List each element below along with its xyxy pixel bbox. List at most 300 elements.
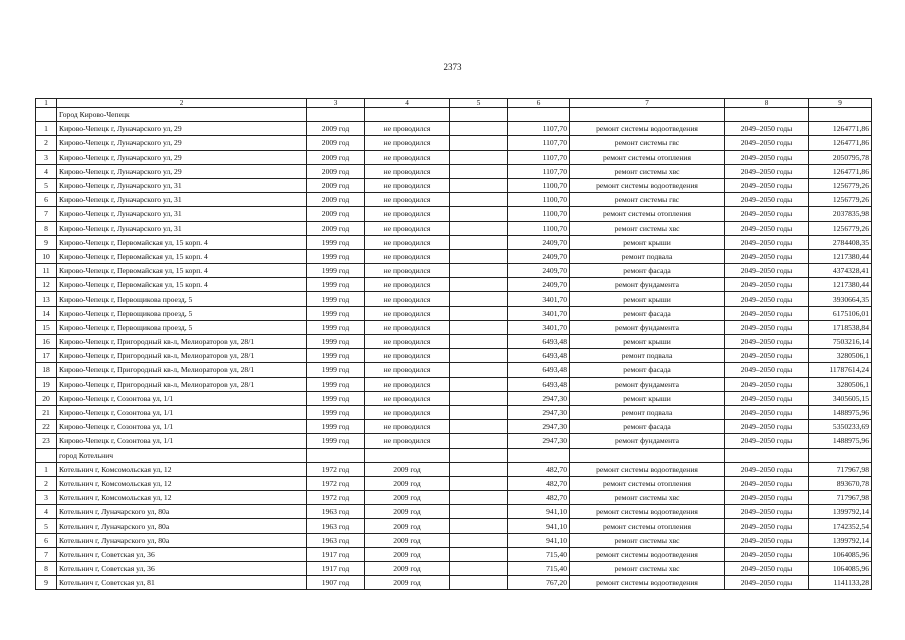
work-type-cell: ремонт системы хвс	[570, 491, 725, 505]
section-title: Город Кирово-Чепецк	[57, 108, 307, 122]
section-title: город Котельнич	[57, 448, 307, 462]
empty-cell	[450, 462, 508, 476]
empty-cell	[450, 576, 508, 590]
period-cell: 2049–2050 годы	[725, 576, 809, 590]
empty-cell	[450, 547, 508, 561]
area-cell: 1107,70	[508, 164, 570, 178]
cost-cell: 1264771,86	[809, 164, 872, 178]
column-number: 2	[57, 99, 307, 108]
address-cell: Кирово-Чепецк г, Пригородный кв-л, Мелиораторов ул, 28/1	[57, 349, 307, 363]
area-cell: 1107,70	[508, 136, 570, 150]
empty-cell	[307, 448, 365, 462]
last-repair-cell: 2009 год	[365, 505, 450, 519]
build-year-cell: 1999 год	[307, 349, 365, 363]
row-number-cell: 20	[36, 391, 57, 405]
period-cell: 2049–2050 годы	[725, 349, 809, 363]
period-cell: 2049–2050 годы	[725, 420, 809, 434]
cost-cell: 1718538,84	[809, 320, 872, 334]
work-type-cell: ремонт подвала	[570, 405, 725, 419]
period-cell: 2049–2050 годы	[725, 136, 809, 150]
section-header-row	[36, 448, 872, 462]
table-row	[36, 533, 872, 547]
table-row	[36, 193, 872, 207]
empty-cell	[450, 193, 508, 207]
work-type-cell: ремонт фасада	[570, 264, 725, 278]
address-cell: Кирово-Чепецк г, Первомайская ул, 15 корп. 4	[57, 249, 307, 263]
last-repair-cell: не проводился	[365, 207, 450, 221]
work-type-cell: ремонт фундамента	[570, 278, 725, 292]
empty-cell	[508, 108, 570, 122]
work-type-cell: ремонт системы отопления	[570, 150, 725, 164]
build-year-cell: 2009 год	[307, 150, 365, 164]
address-cell: Кирово-Чепецк г, Созонтова ул, 1/1	[57, 405, 307, 419]
table-row	[36, 150, 872, 164]
build-year-cell: 1999 год	[307, 377, 365, 391]
table-row	[36, 249, 872, 263]
address-cell: Котельнич г, Советская ул, 36	[57, 547, 307, 561]
empty-cell	[450, 164, 508, 178]
column-number: 5	[450, 99, 508, 108]
row-number-cell: 15	[36, 320, 57, 334]
last-repair-cell: не проводился	[365, 292, 450, 306]
period-cell: 2049–2050 годы	[725, 264, 809, 278]
area-cell: 1100,70	[508, 193, 570, 207]
page-number: 2373	[443, 62, 462, 72]
table-row	[36, 178, 872, 192]
address-cell: Котельнич г, Луначарского ул, 80а	[57, 519, 307, 533]
column-number: 6	[508, 99, 570, 108]
last-repair-cell: не проводился	[365, 235, 450, 249]
work-type-cell: ремонт системы водоотведения	[570, 178, 725, 192]
table-row	[36, 292, 872, 306]
address-cell: Кирово-Чепецк г, Первомайская ул, 15 корп. 4	[57, 264, 307, 278]
table-row	[36, 434, 872, 448]
cost-cell: 1064085,96	[809, 547, 872, 561]
area-cell: 6493,48	[508, 349, 570, 363]
column-number: 3	[307, 99, 365, 108]
build-year-cell: 1999 год	[307, 405, 365, 419]
empty-cell	[450, 292, 508, 306]
row-number-cell: 8	[36, 221, 57, 235]
work-type-cell: ремонт фасада	[570, 306, 725, 320]
work-type-cell: ремонт крыши	[570, 235, 725, 249]
area-cell: 2947,30	[508, 434, 570, 448]
address-cell: Котельнич г, Комсомольская ул, 12	[57, 491, 307, 505]
build-year-cell: 1907 год	[307, 576, 365, 590]
table-row	[36, 278, 872, 292]
work-type-cell: ремонт системы водоотведения	[570, 462, 725, 476]
empty-cell	[725, 108, 809, 122]
row-number-cell: 5	[36, 178, 57, 192]
row-number-cell: 22	[36, 420, 57, 434]
repair-program-table	[35, 98, 872, 590]
cost-cell: 1217380,44	[809, 249, 872, 263]
build-year-cell: 2009 год	[307, 207, 365, 221]
period-cell: 2049–2050 годы	[725, 249, 809, 263]
build-year-cell: 1999 год	[307, 306, 365, 320]
address-cell: Кирово-Чепецк г, Луначарского ул, 31	[57, 193, 307, 207]
table-body	[36, 99, 872, 590]
area-cell: 2409,70	[508, 278, 570, 292]
last-repair-cell: не проводился	[365, 278, 450, 292]
last-repair-cell: не проводился	[365, 405, 450, 419]
row-number-cell: 14	[36, 306, 57, 320]
area-cell: 6493,48	[508, 377, 570, 391]
last-repair-cell: не проводился	[365, 193, 450, 207]
area-cell: 715,40	[508, 547, 570, 561]
column-number: 9	[809, 99, 872, 108]
cost-cell: 1217380,44	[809, 278, 872, 292]
table-row	[36, 320, 872, 334]
empty-cell	[450, 519, 508, 533]
empty-cell	[450, 505, 508, 519]
empty-cell	[809, 448, 872, 462]
build-year-cell: 1999 год	[307, 235, 365, 249]
build-year-cell: 1999 год	[307, 320, 365, 334]
work-type-cell: ремонт фасада	[570, 363, 725, 377]
period-cell: 2049–2050 годы	[725, 164, 809, 178]
area-cell: 1100,70	[508, 221, 570, 235]
area-cell: 1107,70	[508, 122, 570, 136]
work-type-cell: ремонт системы водоотведения	[570, 576, 725, 590]
row-number-cell: 5	[36, 519, 57, 533]
cost-cell: 2784408,35	[809, 235, 872, 249]
empty-cell	[725, 448, 809, 462]
last-repair-cell: не проводился	[365, 150, 450, 164]
section-header-row	[36, 108, 872, 122]
cost-cell: 2050795,78	[809, 150, 872, 164]
cost-cell: 1141133,28	[809, 576, 872, 590]
address-cell: Кирово-Чепецк г, Первомайская ул, 15 корп. 4	[57, 278, 307, 292]
row-number-cell: 4	[36, 505, 57, 519]
work-type-cell: ремонт фундамента	[570, 434, 725, 448]
work-type-cell: ремонт системы хвс	[570, 533, 725, 547]
last-repair-cell: не проводился	[365, 363, 450, 377]
address-cell: Котельнич г, Советская ул, 36	[57, 562, 307, 576]
work-type-cell: ремонт фундамента	[570, 320, 725, 334]
area-cell: 941,10	[508, 533, 570, 547]
last-repair-cell: не проводился	[365, 320, 450, 334]
empty-cell	[450, 221, 508, 235]
column-number-row	[36, 99, 872, 108]
build-year-cell: 1963 год	[307, 533, 365, 547]
area-cell: 2409,70	[508, 264, 570, 278]
cost-cell: 2037835,98	[809, 207, 872, 221]
period-cell: 2049–2050 годы	[725, 221, 809, 235]
area-cell: 482,70	[508, 491, 570, 505]
period-cell: 2049–2050 годы	[725, 405, 809, 419]
period-cell: 2049–2050 годы	[725, 306, 809, 320]
work-type-cell: ремонт системы отопления	[570, 207, 725, 221]
period-cell: 2049–2050 годы	[725, 562, 809, 576]
build-year-cell: 1972 год	[307, 491, 365, 505]
work-type-cell: ремонт системы водоотведения	[570, 122, 725, 136]
address-cell: Кирово-Чепецк г, Пригородный кв-л, Мелиораторов ул, 28/1	[57, 363, 307, 377]
area-cell: 2409,70	[508, 249, 570, 263]
period-cell: 2049–2050 годы	[725, 122, 809, 136]
cost-cell: 893670,78	[809, 476, 872, 490]
column-number: 8	[725, 99, 809, 108]
empty-cell	[450, 420, 508, 434]
last-repair-cell: не проводился	[365, 221, 450, 235]
last-repair-cell: 2009 год	[365, 462, 450, 476]
build-year-cell: 1917 год	[307, 562, 365, 576]
table-row	[36, 562, 872, 576]
cost-cell: 3280506,1	[809, 377, 872, 391]
build-year-cell: 2009 год	[307, 193, 365, 207]
build-year-cell: 1999 год	[307, 434, 365, 448]
empty-cell	[450, 405, 508, 419]
row-number-cell: 10	[36, 249, 57, 263]
row-number-cell: 8	[36, 562, 57, 576]
empty-cell	[450, 320, 508, 334]
period-cell: 2049–2050 годы	[725, 462, 809, 476]
row-number-cell: 7	[36, 547, 57, 561]
area-cell: 482,70	[508, 462, 570, 476]
table-row	[36, 122, 872, 136]
period-cell: 2049–2050 годы	[725, 533, 809, 547]
row-number-cell: 4	[36, 164, 57, 178]
period-cell: 2049–2050 годы	[725, 150, 809, 164]
cost-cell: 1064085,96	[809, 562, 872, 576]
empty-cell	[450, 278, 508, 292]
empty-cell	[450, 391, 508, 405]
area-cell: 941,10	[508, 505, 570, 519]
build-year-cell: 1963 год	[307, 505, 365, 519]
empty-cell	[450, 377, 508, 391]
work-type-cell: ремонт системы хвс	[570, 562, 725, 576]
cost-cell: 1264771,86	[809, 136, 872, 150]
row-number-cell: 3	[36, 150, 57, 164]
cost-cell: 1256779,26	[809, 193, 872, 207]
column-number: 1	[36, 99, 57, 108]
period-cell: 2049–2050 годы	[725, 505, 809, 519]
build-year-cell: 1972 год	[307, 462, 365, 476]
area-cell: 767,20	[508, 576, 570, 590]
address-cell: Кирово-Чепецк г, Пригородный кв-л, Мелиораторов ул, 28/1	[57, 377, 307, 391]
empty-cell	[450, 335, 508, 349]
last-repair-cell: не проводился	[365, 306, 450, 320]
address-cell: Кирово-Чепецк г, Луначарского ул, 31	[57, 221, 307, 235]
area-cell: 2947,30	[508, 405, 570, 419]
empty-cell	[450, 306, 508, 320]
area-cell: 941,10	[508, 519, 570, 533]
period-cell: 2049–2050 годы	[725, 377, 809, 391]
last-repair-cell: 2009 год	[365, 491, 450, 505]
work-type-cell: ремонт системы гвс	[570, 193, 725, 207]
cost-cell: 11787614,24	[809, 363, 872, 377]
last-repair-cell: 2009 год	[365, 562, 450, 576]
area-cell: 3401,70	[508, 306, 570, 320]
work-type-cell: ремонт фасада	[570, 420, 725, 434]
cost-cell: 3405605,15	[809, 391, 872, 405]
address-cell: Кирово-Чепецк г, Луначарского ул, 31	[57, 178, 307, 192]
table-row	[36, 377, 872, 391]
address-cell: Котельнич г, Луначарского ул, 80а	[57, 505, 307, 519]
empty-cell	[450, 562, 508, 576]
cost-cell: 1256779,26	[809, 221, 872, 235]
last-repair-cell: не проводился	[365, 391, 450, 405]
period-cell: 2049–2050 годы	[725, 207, 809, 221]
empty-cell	[570, 108, 725, 122]
row-number-cell: 17	[36, 349, 57, 363]
row-number-cell: 18	[36, 363, 57, 377]
table-row	[36, 420, 872, 434]
last-repair-cell: не проводился	[365, 249, 450, 263]
table-row	[36, 207, 872, 221]
build-year-cell: 1972 год	[307, 476, 365, 490]
last-repair-cell: не проводился	[365, 420, 450, 434]
cost-cell: 1399792,14	[809, 505, 872, 519]
empty-cell	[307, 108, 365, 122]
table-row	[36, 335, 872, 349]
empty-cell	[365, 448, 450, 462]
cost-cell: 1399792,14	[809, 533, 872, 547]
cost-cell: 4374328,41	[809, 264, 872, 278]
table-row	[36, 519, 872, 533]
address-cell: Котельнич г, Советская ул, 81	[57, 576, 307, 590]
build-year-cell: 1999 год	[307, 391, 365, 405]
cost-cell: 1488975,96	[809, 434, 872, 448]
empty-cell	[450, 108, 508, 122]
table-row	[36, 221, 872, 235]
period-cell: 2049–2050 годы	[725, 547, 809, 561]
last-repair-cell: не проводился	[365, 178, 450, 192]
address-cell: Котельнич г, Комсомольская ул, 12	[57, 476, 307, 490]
table-row	[36, 164, 872, 178]
build-year-cell: 1999 год	[307, 264, 365, 278]
table-row	[36, 491, 872, 505]
address-cell: Кирово-Чепецк г, Первомайская ул, 15 корп. 4	[57, 235, 307, 249]
row-number-cell: 2	[36, 476, 57, 490]
period-cell: 2049–2050 годы	[725, 363, 809, 377]
table-row	[36, 264, 872, 278]
row-number-cell: 13	[36, 292, 57, 306]
row-number-cell: 7	[36, 207, 57, 221]
work-type-cell: ремонт крыши	[570, 292, 725, 306]
build-year-cell: 1999 год	[307, 335, 365, 349]
area-cell: 3401,70	[508, 320, 570, 334]
work-type-cell: ремонт системы хвс	[570, 221, 725, 235]
cost-cell: 6175106,01	[809, 306, 872, 320]
cost-cell: 717967,98	[809, 491, 872, 505]
period-cell: 2049–2050 годы	[725, 278, 809, 292]
empty-cell	[809, 108, 872, 122]
empty-cell	[365, 108, 450, 122]
work-type-cell: ремонт системы отопления	[570, 476, 725, 490]
row-number-cell: 12	[36, 278, 57, 292]
cost-cell: 1256779,26	[809, 178, 872, 192]
build-year-cell: 2009 год	[307, 122, 365, 136]
address-cell: Кирово-Чепецк г, Луначарского ул, 29	[57, 164, 307, 178]
empty-cell	[450, 264, 508, 278]
row-number-cell: 3	[36, 491, 57, 505]
last-repair-cell: не проводился	[365, 164, 450, 178]
row-number-cell: 19	[36, 377, 57, 391]
empty-cell	[450, 178, 508, 192]
area-cell: 2409,70	[508, 235, 570, 249]
row-number-cell: 2	[36, 136, 57, 150]
address-cell: Кирово-Чепецк г, Луначарского ул, 29	[57, 136, 307, 150]
row-number-cell: 1	[36, 462, 57, 476]
empty-cell	[450, 434, 508, 448]
last-repair-cell: не проводился	[365, 264, 450, 278]
build-year-cell: 2009 год	[307, 221, 365, 235]
period-cell: 2049–2050 годы	[725, 491, 809, 505]
last-repair-cell: не проводился	[365, 335, 450, 349]
column-number: 4	[365, 99, 450, 108]
column-number: 7	[570, 99, 725, 108]
cost-cell: 7503216,14	[809, 335, 872, 349]
last-repair-cell: не проводился	[365, 122, 450, 136]
cost-cell: 3930664,35	[809, 292, 872, 306]
row-number-cell: 1	[36, 122, 57, 136]
cost-cell: 5350233,69	[809, 420, 872, 434]
period-cell: 2049–2050 годы	[725, 193, 809, 207]
address-cell: Кирово-Чепецк г, Луначарского ул, 29	[57, 122, 307, 136]
empty-cell	[450, 150, 508, 164]
last-repair-cell: 2009 год	[365, 519, 450, 533]
period-cell: 2049–2050 годы	[725, 519, 809, 533]
empty-cell	[508, 448, 570, 462]
period-cell: 2049–2050 годы	[725, 292, 809, 306]
table-row	[36, 391, 872, 405]
last-repair-cell: не проводился	[365, 377, 450, 391]
table-row	[36, 462, 872, 476]
empty-cell	[450, 363, 508, 377]
period-cell: 2049–2050 годы	[725, 434, 809, 448]
table-row	[36, 576, 872, 590]
empty-cell	[450, 533, 508, 547]
area-cell: 6493,48	[508, 363, 570, 377]
address-cell: Кирово-Чепецк г, Первощикова проезд, 5	[57, 320, 307, 334]
table-row	[36, 235, 872, 249]
empty-cell	[450, 476, 508, 490]
cost-cell: 3280506,1	[809, 349, 872, 363]
cost-cell: 1488975,96	[809, 405, 872, 419]
address-cell: Кирово-Чепецк г, Пригородный кв-л, Мелиораторов ул, 28/1	[57, 335, 307, 349]
work-type-cell: ремонт системы водоотведения	[570, 547, 725, 561]
build-year-cell: 1999 год	[307, 420, 365, 434]
address-cell: Кирово-Чепецк г, Луначарского ул, 31	[57, 207, 307, 221]
table-row	[36, 476, 872, 490]
row-number-cell: 21	[36, 405, 57, 419]
row-number-cell: 6	[36, 193, 57, 207]
table-row	[36, 306, 872, 320]
row-number-cell: 23	[36, 434, 57, 448]
row-number-cell: 6	[36, 533, 57, 547]
last-repair-cell: 2009 год	[365, 576, 450, 590]
table-row	[36, 349, 872, 363]
work-type-cell: ремонт крыши	[570, 391, 725, 405]
address-cell: Кирово-Чепецк г, Луначарского ул, 29	[57, 150, 307, 164]
work-type-cell: ремонт подвала	[570, 249, 725, 263]
area-cell: 715,40	[508, 562, 570, 576]
empty-cell	[450, 136, 508, 150]
cost-cell: 1742352,54	[809, 519, 872, 533]
period-cell: 2049–2050 годы	[725, 335, 809, 349]
area-cell: 1107,70	[508, 150, 570, 164]
build-year-cell: 2009 год	[307, 178, 365, 192]
empty-cell	[450, 491, 508, 505]
period-cell: 2049–2050 годы	[725, 178, 809, 192]
work-type-cell: ремонт подвала	[570, 349, 725, 363]
period-cell: 2049–2050 годы	[725, 391, 809, 405]
address-cell: Кирово-Чепецк г, Созонтова ул, 1/1	[57, 434, 307, 448]
area-cell: 6493,48	[508, 335, 570, 349]
build-year-cell: 1917 год	[307, 547, 365, 561]
last-repair-cell: не проводился	[365, 136, 450, 150]
